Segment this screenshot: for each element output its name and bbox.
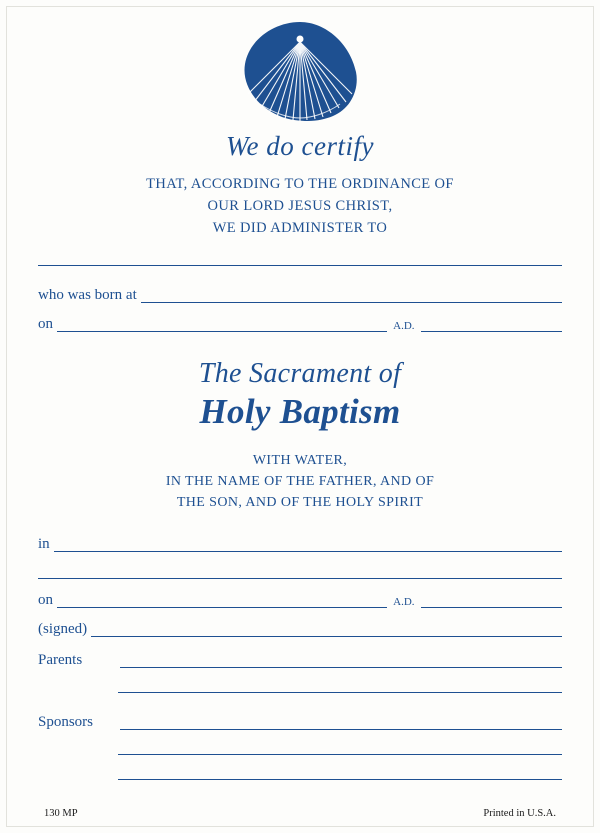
on-date-row-2	[0, 593, 600, 608]
parents-input-1[interactable]	[120, 654, 562, 668]
sponsors-label: Sponsors	[38, 714, 94, 731]
declaration-line-1: THAT, ACCORDING TO THE ORDINANCE OF	[146, 176, 454, 192]
in-place-input-2[interactable]	[38, 578, 562, 579]
ad-label-1: A.D.	[393, 320, 415, 333]
on-year-input-1[interactable]	[421, 318, 562, 332]
on-label-2: on	[38, 592, 53, 609]
declaration-line-3: WE DID ADMINISTER TO	[212, 219, 388, 236]
parents-input-2[interactable]	[118, 692, 562, 693]
sponsors-row-3	[0, 779, 600, 780]
parents-label: Parents	[38, 652, 83, 669]
sponsors-input-2[interactable]	[118, 754, 562, 755]
in-label: in	[38, 536, 50, 553]
sponsors-row-1	[0, 715, 600, 730]
parents-row-1	[0, 653, 600, 668]
with-water-line-2: IN THE NAME OF THE FATHER, AND OF	[165, 474, 435, 490]
born-at-input[interactable]	[141, 289, 562, 303]
printed-in: Printed in U.S.A.	[483, 808, 556, 819]
declaration-text	[0, 174, 600, 239]
in-place-row	[0, 537, 600, 552]
signed-input[interactable]	[91, 623, 562, 637]
born-at-label: who was born at	[38, 287, 137, 304]
sponsors-input-3[interactable]	[118, 779, 562, 780]
name-line[interactable]	[38, 265, 562, 266]
declaration-line-2: OUR LORD JESUS CHRIST,	[207, 197, 393, 214]
on-date-row-1	[0, 317, 600, 332]
form-code: 130 MP	[44, 808, 78, 819]
on-year-input-2[interactable]	[421, 594, 562, 608]
sponsors-row-2	[0, 754, 600, 755]
born-at-row	[0, 288, 600, 303]
sacrament-line-2: Holy Baptism	[199, 392, 401, 432]
page-title: We do certify	[226, 131, 374, 161]
with-water-line-3: THE SON, AND OF THE HOLY SPIRIT	[176, 495, 424, 511]
name-line-row	[0, 265, 600, 266]
in-place-input[interactable]	[54, 538, 562, 552]
on-date-input-2[interactable]	[57, 594, 387, 608]
footer	[0, 808, 600, 819]
parents-row-2	[0, 692, 600, 693]
in-place-row-2	[0, 578, 600, 579]
scallop-shell-icon	[0, 0, 600, 123]
with-water-text	[0, 450, 600, 513]
signed-row	[0, 622, 600, 637]
on-date-input-1[interactable]	[57, 318, 387, 332]
sacrament-line-1: The Sacrament of	[198, 358, 402, 390]
with-water-line-1: WITH WATER,	[252, 453, 348, 469]
on-label-1: on	[38, 316, 53, 333]
sacrament-heading	[0, 358, 600, 432]
signed-label: (signed)	[38, 621, 88, 638]
sponsors-input-1[interactable]	[120, 716, 562, 730]
ad-label-2: A.D.	[393, 596, 415, 609]
